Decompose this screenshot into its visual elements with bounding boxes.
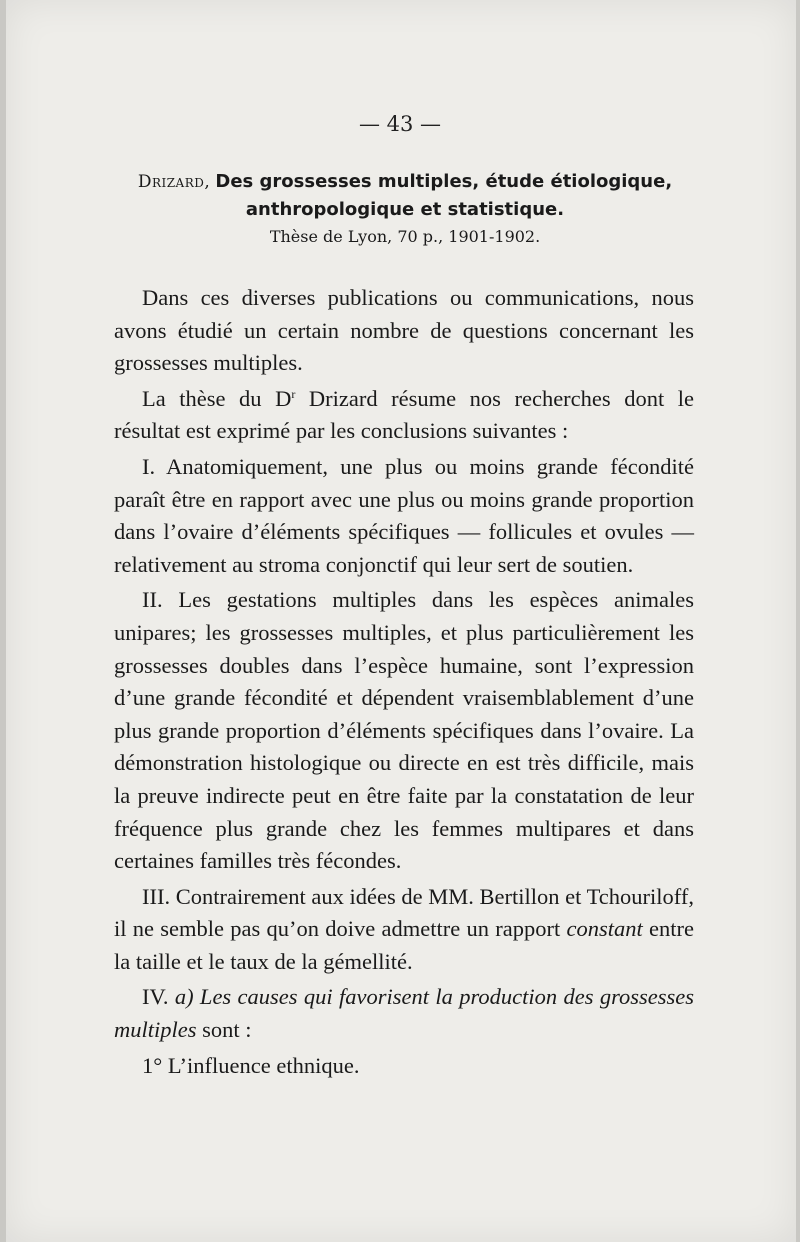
conclusion-item-1: I. Anatomiquement, une plus ou moins grande fécondité paraît être en rapport avec une plus ou moins grande proportion dans l’ovaire d’éléments spécifiques — follicules et ovules — relativement au stroma conjonctif qui leur sert de soutien. (114, 453, 694, 577)
item3-emphasis: constant (566, 916, 643, 942)
item3-text-b: entre la taille et le taux de la gémellité. (114, 916, 694, 974)
body-text (114, 282, 694, 1082)
item4-text-a: IV. (142, 984, 175, 1010)
item4-text-b: sont : (196, 1017, 252, 1043)
these-text-b: Drizard résume nos recherches dont le résultat est exprimé par les conclusions suivantes : (114, 385, 694, 444)
reference-details: Thèse de Lyon, 70 p., 1901-1902. (269, 227, 541, 246)
reference-title-line1: Des grossesses multiples, étude étiologique, (215, 171, 673, 192)
reference-author: Drizard, (137, 172, 211, 192)
paragraph-these (114, 383, 694, 448)
page-number: — 43 — (358, 112, 442, 136)
reference-title-line2: anthropologique et statistique. (245, 199, 565, 220)
these-text-a: La thèse du D (142, 385, 292, 411)
paragraph-intro: Dans ces diverses publications ou communications, nous avons étudié un certain nombre de questions concernant les grossesses multiples. (114, 285, 694, 376)
these-superscript: r (291, 386, 296, 401)
conclusion-item-4-sub-1: 1° L’influence ethnique. (142, 1052, 360, 1078)
conclusion-item-4 (114, 981, 694, 1046)
conclusion-item-3 (114, 881, 694, 979)
conclusion-item-2: II. Les gestations multiples dans les espèces animales unipares; les grossesses multiples, et plus particulièrement les grossesses doubles dans l’espèce humaine, sont l’expression d’une grande fécondité et dépendent vraisemblablement d’une plus grande proportion d’éléments spécifiques dans l’ovaire. La démonstration histologique ou directe en est très difficile, mais la preuve indirecte peut en être faite par la constatation de leur fréquence plus grande chez les femmes multipares et dans certaines familles très fécondes. (114, 587, 694, 874)
bibliographic-reference (100, 168, 710, 251)
item4-emphasis: a) Les causes qui favorisent la production des grossesses multiples (114, 984, 694, 1043)
item3-text-a: III. Contrairement aux idées de MM. Bertillon et Tchouriloff, il ne semble pas qu’on doive admettre un rapport (114, 883, 694, 942)
